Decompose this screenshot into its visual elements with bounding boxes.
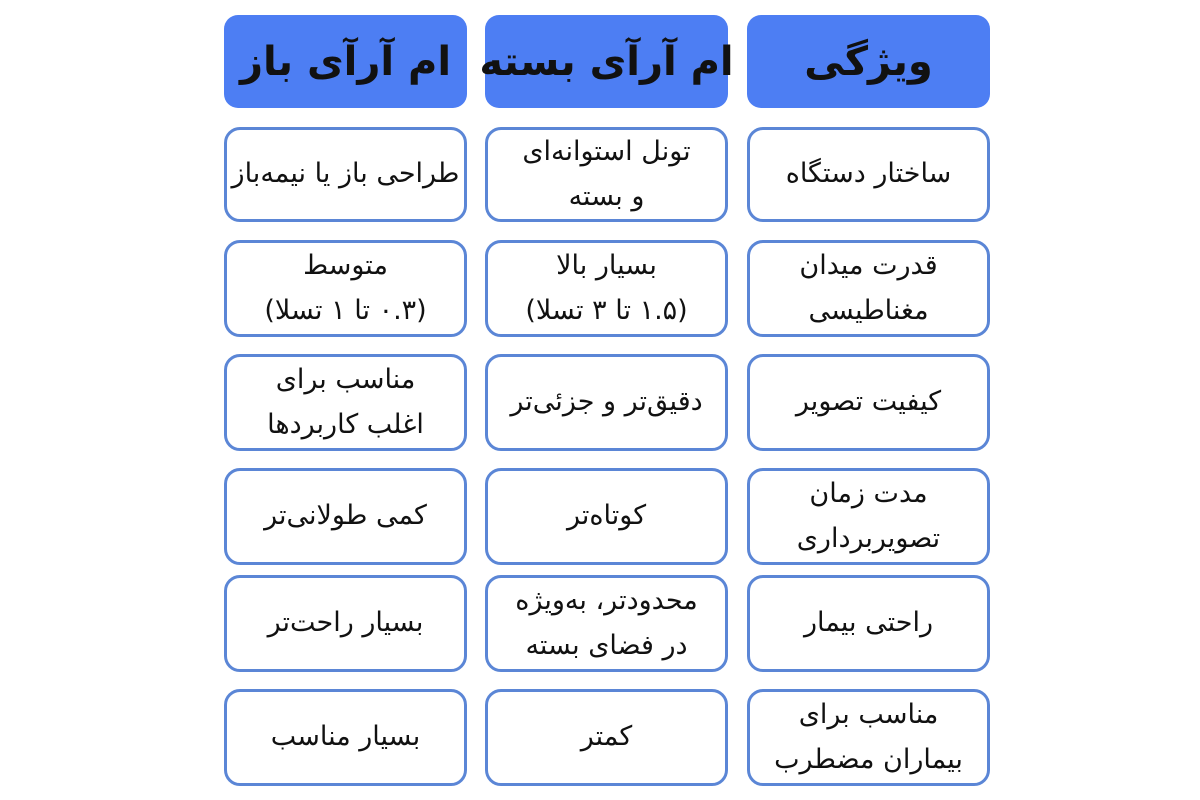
- cell-closed-image-quality: [485, 354, 728, 451]
- cell-text: اغلب کاربردها: [267, 408, 424, 440]
- cell-open-anxious-patients: [224, 689, 467, 786]
- cell-feature-field-strength: [747, 240, 990, 337]
- cell-text: مغناطیسی: [808, 294, 929, 326]
- cell-open-patient-comfort: [224, 575, 467, 672]
- cell-text: ساختار دستگاه: [785, 158, 952, 190]
- header-closed-mri: [479, 15, 734, 108]
- header-open-mri: [224, 15, 467, 108]
- cell-text: تصویربرداری: [796, 522, 941, 554]
- cell-text: راحتی بیمار: [804, 607, 934, 639]
- cell-open-scan-duration: [224, 468, 467, 565]
- cell-text: بسیار راحت‌تر: [267, 607, 424, 639]
- cell-open-structure: [224, 127, 467, 222]
- cell-text: کمتر: [580, 721, 633, 753]
- cell-text: مدت زمان: [809, 477, 928, 509]
- cell-feature-anxious-patients: [747, 689, 990, 786]
- cell-text: مناسب برای: [798, 698, 939, 730]
- cell-text: (۱.۵ تا ۳ تسلا): [525, 294, 688, 326]
- cell-closed-patient-comfort: [485, 575, 728, 672]
- cell-feature-image-quality: [747, 354, 990, 451]
- cell-closed-structure: [485, 127, 728, 222]
- header-feature: [747, 15, 990, 108]
- cell-text: در فضای بسته: [525, 629, 688, 661]
- cell-text: بیماران مضطرب: [774, 743, 963, 775]
- cell-text: (۰.۳ تا ۱ تسلا): [264, 294, 427, 326]
- cell-text: کیفیت تصویر: [795, 386, 942, 418]
- cell-closed-field-strength: [485, 240, 728, 337]
- cell-text: محدودتر، به‌ویژه: [515, 584, 698, 616]
- header-open-mri-label: ام آرآی باز: [239, 38, 452, 85]
- cell-closed-anxious-patients: [485, 689, 728, 786]
- cell-text: تونل استوانه‌ای: [522, 135, 691, 167]
- cell-text: بسیار بالا: [556, 249, 657, 281]
- cell-feature-scan-duration: [747, 468, 990, 565]
- cell-feature-patient-comfort: [747, 575, 990, 672]
- cell-text: کمی طولانی‌تر: [264, 500, 427, 532]
- cell-text: مناسب برای: [275, 363, 416, 395]
- cell-text: بسیار مناسب: [270, 721, 421, 753]
- cell-closed-scan-duration: [485, 468, 728, 565]
- cell-text: و بسته: [568, 180, 645, 212]
- cell-text: کوتاه‌تر: [566, 500, 647, 532]
- cell-text: دقیق‌تر و جزئی‌تر: [510, 386, 703, 418]
- cell-feature-structure: [747, 127, 990, 222]
- header-feature-label: ویژگی: [804, 38, 933, 85]
- cell-open-field-strength: [224, 240, 467, 337]
- cell-text: متوسط: [303, 249, 388, 281]
- header-closed-mri-label: ام آرآی بسته: [479, 38, 734, 85]
- cell-text: قدرت میدان: [799, 249, 938, 281]
- cell-text: طراحی باز یا نیمه‌باز: [231, 158, 460, 190]
- cell-open-image-quality: [224, 354, 467, 451]
